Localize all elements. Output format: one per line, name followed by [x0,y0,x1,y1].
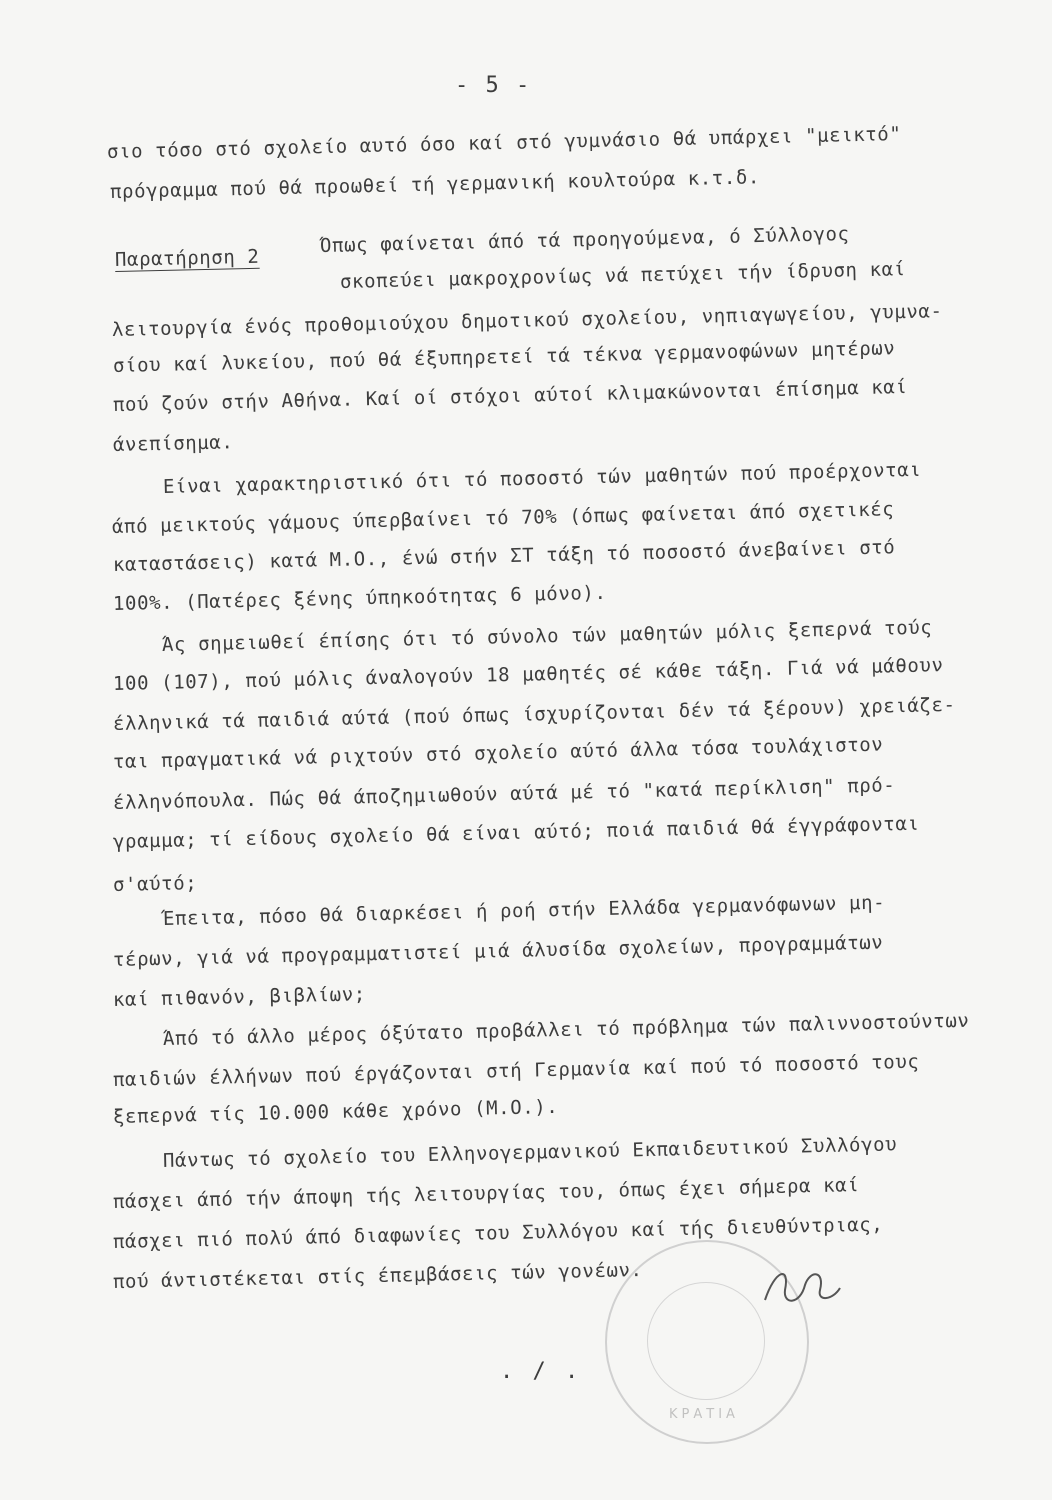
end-mark: . / . [500,1359,582,1384]
text-line: άνεπίσημα. [112,431,234,456]
text-line: πού άντιστέκεται στίς έπεμβάσεις τών γονέων. [112,1258,643,1293]
text-line: πού ζούν στήν Αθήνα. Καί οί στόχοι αύτοί κλιμακώνονται έπίσημα καί [112,375,908,416]
page-number: - 5 - [455,73,532,98]
text-line: ξεπερνά τίς 10.000 κάθε χρόνο (Μ.Ο.). [112,1095,559,1128]
signature [755,1260,845,1320]
text-line: σ'αύτό; [112,872,198,896]
text-line: 100 (107), πού μόλις άναλογούν 18 μαθητές σέ κάθε τάξη. Γιά νά μάθουν [112,654,944,695]
text-line: Άς σημειωθεί έπίσης ότι τό σύνολο τών μαθητών μόλις ξεπερνά τούς [161,616,933,656]
text-line: σίου καί λυκείου, πού θά έξυπηρετεί τά τέκνα γερμανοφώνων μητέρων [112,337,896,377]
text-line: σιο τόσο στό σχολείο αυτό όσο καί στό γυμνάσιο θά υπάρχει "μεικτό" [106,122,902,163]
text-line: ται πραγματικά νά ριχτούν στό σχολείο αύτό άλλα τόσα τουλάχιστον [112,733,884,773]
text-line: Είναι χαρακτηριστικό ότι τό ποσοστό τών μαθητών πού προέρχονται [162,458,922,498]
text-line: λειτουργία ένός προθομιούχου δημοτικού σχολείου, νηπιαγωγείου, γυμνα- [111,300,943,341]
text-line: σκοπεύει μακροχρονίως νά πετύχει τήν ίδρυση καί [339,258,906,293]
stamp-text: ΚΡΑΤΙΑ [669,1407,739,1422]
text-line: άπό μεικτούς γάμους ύπερβαίνει τό 70% (όπως φαίνεται άπό σχετικές [111,498,895,538]
text-line: καταστάσεις) κατά Μ.Ο., ένώ στήν ΣΤ τάξη τό ποσοστό άνεβαίνει στό [112,536,896,576]
text-line: παιδιών έλλήνων πού έργάζονται στή Γερμανία καί πού τό ποσοστό τους [112,1050,920,1091]
text-line: γραμμα; τί είδους σχολείο θά είναι αύτό; ποιά παιδιά θά έγγράφονται [112,812,920,853]
note-label: Παρατήρηση 2 [114,245,260,271]
text-line: έλληνικά τά παιδιά αύτά (πού όπως ίσχυρίζονται δέν τά ξέρουν) χρειάζε- [112,693,956,735]
stamp-inner-ring [647,1282,765,1400]
text-line: Πάντως τό σχολείο του Ελληνογερμανικού Εκπαιδευτικού Συλλόγου [162,1133,898,1172]
text-line: πάσχει άπό τήν άποψη τής λειτουργίας του, όπως έχει σήμερα καί [112,1174,860,1213]
text-line: Όπως φαίνεται άπό τά προηγούμενα, ό Σύλλογος [319,222,850,257]
text-line: πρόγραμμα πού θά προωθεί τή γερμανική κουλτούρα κ.τ.δ. [109,166,761,203]
text-line: τέρων, γιά νά προγραμματιστεί μιά άλυσίδα σχολείων, προγραμμάτων [112,931,884,971]
text-line: Έπειτα, πόσο θά διαρκέσει ή ροή στήν Ελλάδα γερμανόφωνων μη- [162,891,886,930]
text-line: πάσχει πιό πολύ άπό διαφωνίες του Συλλόγου καί τής διευθύντριας, [112,1213,884,1253]
text-line: έλληνόπουλα. Πώς θά άποζημιωθούν αύτά μέ τό "κατά περίκλιση" πρό- [112,774,896,814]
text-line: Άπό τό άλλο μέρος όξύτατο προβάλλει τό πρόβλημα τών παλιννοστούντων [162,1009,970,1050]
text-line: 100%. (Πατέρες ξένης ύπηκοότητας 6 μόνο). [112,581,607,615]
text-line: καί πιθανόν, βιβλίων; [112,983,367,1011]
